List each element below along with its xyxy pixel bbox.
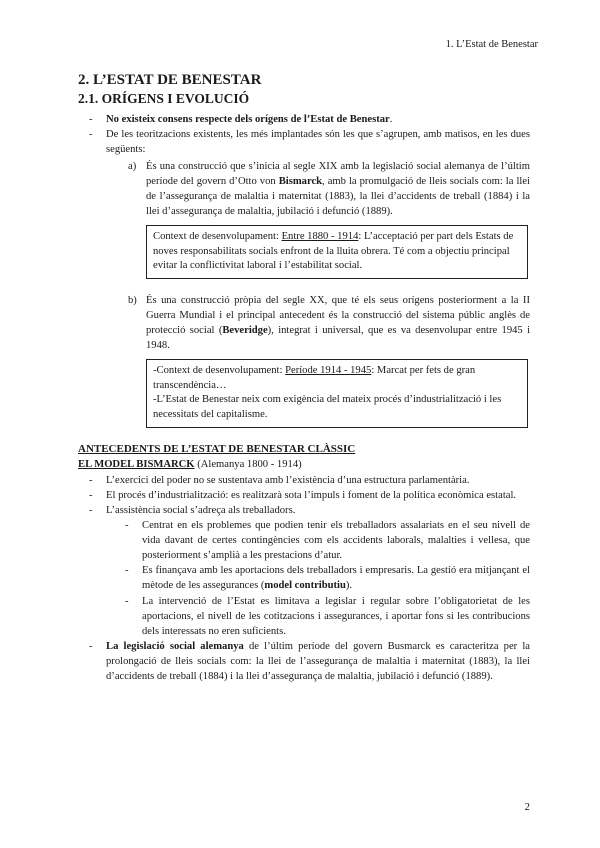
subsection-heading: 2.1. ORÍGENS I EVOLUCIÓ [78,91,250,106]
bold-term: model contributiu [264,580,346,592]
antecedents-title: ANTECEDENTS DE L’ESTAT DE BENESTAR CLÀSSIC [78,442,356,455]
context-box-b: -Context de desenvolupament: Període 1914 - 1945: Marcat per fets de gran transcendència… -L’Estat de Benestar neix com exigència del mateix procés d’industrialització i les necessitats del capitalisme. [146,359,528,427]
theory-a: a) És una construcció que s’inicia al segle XIX amb la legislació social alemanya de l’últim període del govern d’Otto von Bismarck, amb la promulgació de lleis socials com: la llei de l’assegurança de malaltia i maternitat (1883), la llei d’accidents de treball (1884) i la llei d’assegurança de malaltia, jubilació i defunció (1889). [128,161,530,218]
period-label: Entre 1880 - 1914 [281,231,359,243]
bold-term: La legislació social alemanya [106,640,244,652]
bold-term: Beveridge [222,325,268,337]
bold-term: Bismarck [278,176,323,188]
sub-list-item: - Centrat en els problemes que podien tenir els treballadors assalariats en el seu nivell de vida davant de certes contingències com els accidents laborals, malalties i vellesa, que posteriorment s’amplià a les prestacions d’atur. [78,518,530,563]
theory-b: b) És una construcció pròpia del segle XX, que té els seus orígens posteriorment a la II Guerra Mundial i el principal antecedent és la construcció del sistema públic anglès de protecció social (Beveridge), integrat i universal, que es va desenvolupar entre 1945 i 1948. [128,295,531,352]
theories-list [78,159,530,219]
model-heading: EL MODEL BISMARCK (Alemanya 1800 - 1914) [78,459,302,471]
intro-list [78,112,530,157]
list-item: - L’assistència social s’adreça als treballadors. - Centrat en els problemes que podien tenir els treballadors assalariats en el seu nivell de vida davant de certes contingències com els accidents laborals, malalties i vellesa, que posteriorment s’amplià a les prestacions d’atur. - Es finançava amb les aportacions dels treballadors i empresaris. La gestió era mitjançant el mètode de les assegurances (model contributiu). - La intervenció de l’Estat es limitava a legislar i regular sobre l’obligatorietat de les aportacions, el nivell de les cotitzacions i assegurances, i aportar fons si les contribucions dels interessats no eren suficients. [78,503,530,638]
bold-statement: No existeix consens respecte dels orígens de l’Estat de Benestar [106,114,390,125]
list-marker: a) [128,161,137,173]
list-item: - L’exercici del poder no se sustentava amb l’existència d’una estructura parlamentària. [78,473,530,488]
context-box-a: Context de desenvolupament: Entre 1880 - 1914: L’acceptació per part dels Estats de noves responsabilitats socials enfront de la lluita obrera. Té com a objectiu principal evitar la conflictivitat laboral i l’estabilitat social. [146,225,528,279]
theories-list-b [78,293,530,353]
list-item: - No existeix consens respecte dels orígens de l’Estat de Benestar. [78,112,530,127]
section-heading: 2. L’ESTAT DE BENESTAR [78,72,262,88]
sub-list-item: - Es finançava amb les aportacions dels treballadors i empresaris. La gestió era mitjançant el mètode de les assegurances (model contributiu). [78,563,530,593]
sub-list-item: - La intervenció de l’Estat es limitava a legislar i regular sobre l’obligatorietat de les aportacions, el nivell de les cotitzacions i assegurances, i aportar fons si les contribucions dels interessats no eren suficients. [78,594,530,639]
list-item: - La legislació social alemanya de l’últim període del govern Busmarck es caracteritza per la prolongació de lleis socials com: la llei de l’assegurança de malaltia i maternitat (1883), la llei d’accidents de treball (1884) i la llei d’assegurança de malaltia, jubilació i defunció (1889). [78,639,530,684]
list-marker: b) [128,295,137,307]
bismarck-list [78,473,530,683]
period-label: Període 1914 - 1945 [285,365,372,377]
sub-list [78,518,530,638]
page-number: 2 [524,801,530,813]
list-item: - El procés d’industrialització: es realitzarà sota l’impuls i foment de la política econòmica estatal. [78,488,530,503]
running-header: 1. L’Estat de Benestar [445,39,538,50]
document-body [78,70,530,684]
list-item: - De les teoritzacions existents, les més implantades són les que s’agrupen, amb matisos, en les dues següents: [78,127,530,157]
